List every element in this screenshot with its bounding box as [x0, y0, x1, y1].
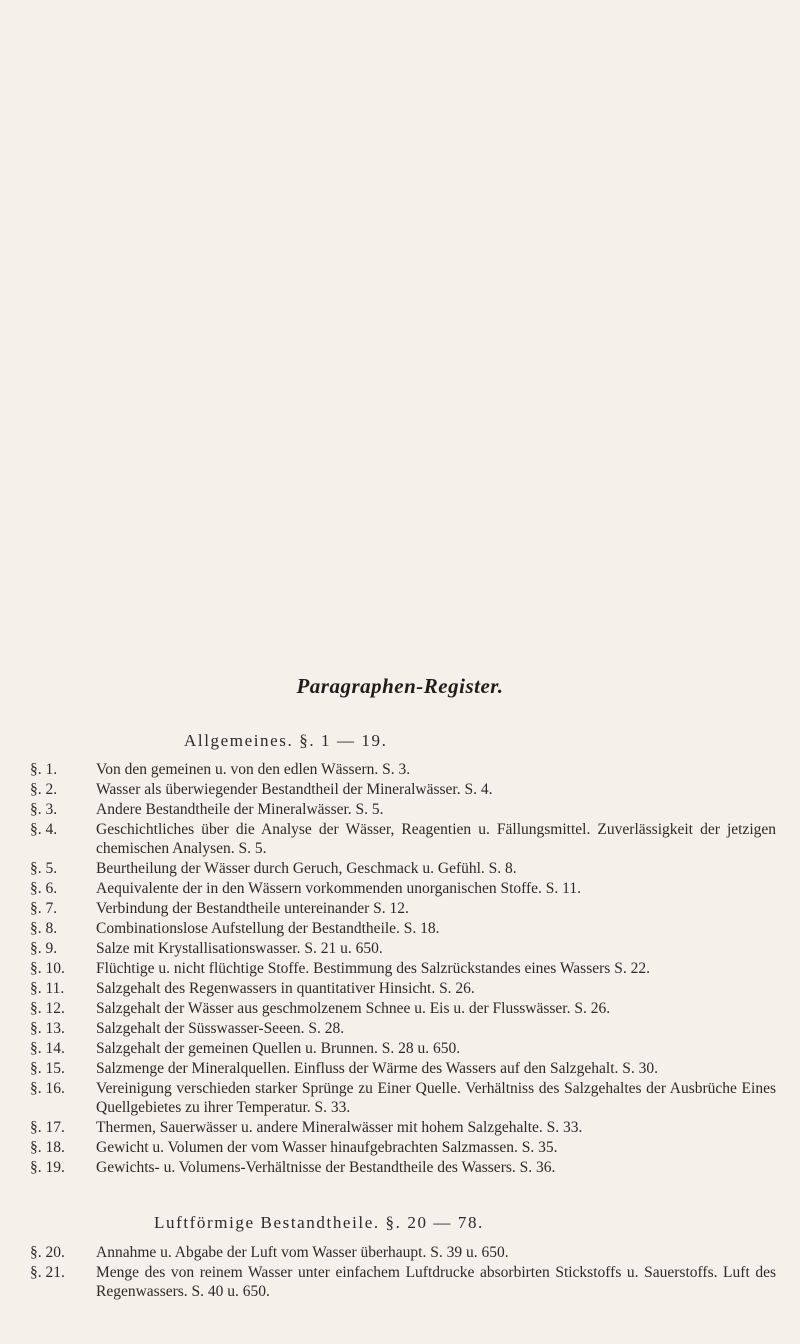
paragraph-number: §. 3. — [30, 801, 58, 818]
paragraph-number: §. 7. — [30, 900, 58, 917]
paragraph-number: §. 14. — [30, 1040, 65, 1057]
paragraph-number: §. 11. — [30, 980, 65, 997]
entry-2 — [0, 780, 800, 799]
paragraph-number: §. 19. — [30, 1159, 65, 1176]
entry-13 — [0, 1019, 800, 1038]
paragraph-number: §. 1. — [30, 761, 58, 778]
entry-4 — [0, 820, 800, 858]
entry-text: Thermen, Sauerwässer u. andere Mineralwässer mit hohem Salzgehalte. S. 33. — [96, 1119, 583, 1136]
paragraph-number: §. 12. — [30, 1000, 65, 1017]
entry-text: Menge des von reinem Wasser unter einfachem Luftdrucke absorbirten Stickstoffs u. Sauerstoffs. Luft des Regenwassers. S. 40 u. 650. — [96, 1264, 776, 1300]
entry-text: Salzgehalt der gemeinen Quellen u. Brunnen. S. 28 u. 650. — [96, 1040, 461, 1057]
entry-19 — [0, 1158, 800, 1177]
entry-text: Flüchtige u. nicht flüchtige Stoffe. Bestimmung des Salzrückstandes eines Wassers S. 22. — [96, 960, 650, 977]
paragraph-number: §. 16. — [30, 1080, 65, 1097]
paragraph-number: §. 21. — [30, 1264, 65, 1281]
entry-text: Salzgehalt der Wässer aus geschmolzenem Schnee u. Eis u. der Flusswässer. S. 26. — [96, 1000, 611, 1017]
entry-text: Gewichts- u. Volumens-Verhältnisse der Bestandtheile des Wassers. S. 36. — [96, 1159, 556, 1176]
entry-text: Annahme u. Abgabe der Luft vom Wasser überhaupt. S. 39 u. 650. — [96, 1244, 509, 1261]
entries-allgemeines — [0, 760, 800, 1178]
entry-7 — [0, 899, 800, 918]
entry-text: Aequivalente der in den Wässern vorkommenden unorganischen Stoffe. S. 11. — [96, 880, 581, 897]
paragraph-number: §. 8. — [30, 920, 58, 937]
page-title: Paragraphen-Register. — [296, 674, 504, 698]
entry-text: Salzgehalt der Süsswasser-Seeen. S. 28. — [96, 1020, 345, 1037]
paragraph-number: §. 15. — [30, 1060, 65, 1077]
entry-text: Geschichtliches über die Analyse der Wässer, Reagentien u. Fällungsmittel. Zuverlässigkeit der jetzigen chemischen Analysen. S. 5. — [96, 821, 776, 857]
entries-luftfoermige — [0, 1243, 800, 1302]
entry-14 — [0, 1039, 800, 1058]
paragraph-number: §. 10. — [30, 960, 65, 977]
paragraph-number: §. 20. — [30, 1244, 65, 1261]
entry-text: Wasser als überwiegender Bestandtheil der Mineralwässer. S. 4. — [96, 781, 493, 798]
entry-text: Salzmenge der Mineralquellen. Einfluss der Wärme des Wassers auf den Salzgehalt. S. 30. — [96, 1060, 659, 1077]
entry-9 — [0, 939, 800, 958]
entry-16 — [0, 1079, 800, 1117]
entry-21 — [0, 1263, 800, 1301]
entry-text: Combinationslose Aufstellung der Bestandtheile. S. 18. — [96, 920, 440, 937]
paragraph-number: §. 9. — [30, 940, 58, 957]
section-heading-luftfoermige: Luftförmige Bestandtheile. §. 20 — 78. — [154, 1213, 484, 1232]
entry-text: Gewicht u. Volumen der vom Wasser hinaufgebrachten Salzmassen. S. 35. — [96, 1139, 558, 1156]
entry-text: Vereinigung verschieden starker Sprünge zu Einer Quelle. Verhältniss des Salzgehaltes der Ausbrüche Eines Quellgebietes zu ihrer Temperatur. S. 33. — [96, 1080, 776, 1116]
entry-text: Andere Bestandtheile der Mineralwässer. S. 5. — [96, 801, 384, 818]
section-heading-allgemeines: Allgemeines. §. 1 — 19. — [184, 731, 388, 750]
entry-20 — [0, 1243, 800, 1262]
paragraph-number: §. 6. — [30, 880, 58, 897]
entry-17 — [0, 1118, 800, 1137]
entry-3 — [0, 800, 800, 819]
entry-18 — [0, 1138, 800, 1157]
paragraph-number: §. 4. — [30, 821, 58, 838]
paragraph-number: §. 2. — [30, 781, 58, 798]
entry-text: Verbindung der Bestandtheile untereinander S. 12. — [96, 900, 409, 917]
entry-text: Salze mit Krystallisationswasser. S. 21 u. 650. — [96, 940, 383, 957]
entry-5 — [0, 859, 800, 878]
paragraph-number: §. 18. — [30, 1139, 65, 1156]
entry-text: Salzgehalt des Regenwassers in quantitativer Hinsicht. S. 26. — [96, 980, 475, 997]
entry-6 — [0, 879, 800, 898]
entry-11 — [0, 979, 800, 998]
entry-8 — [0, 919, 800, 938]
entry-text: Beurtheilung der Wässer durch Geruch, Geschmack u. Gefühl. S. 8. — [96, 860, 517, 877]
entry-1 — [0, 760, 800, 779]
paragraph-number: §. 17. — [30, 1119, 65, 1136]
paragraph-number: §. 5. — [30, 860, 58, 877]
entry-text: Von den gemeinen u. von den edlen Wässern. S. 3. — [96, 761, 411, 778]
paragraph-number: §. 13. — [30, 1020, 65, 1037]
entry-12 — [0, 999, 800, 1018]
entry-10 — [0, 959, 800, 978]
entry-15 — [0, 1059, 800, 1078]
